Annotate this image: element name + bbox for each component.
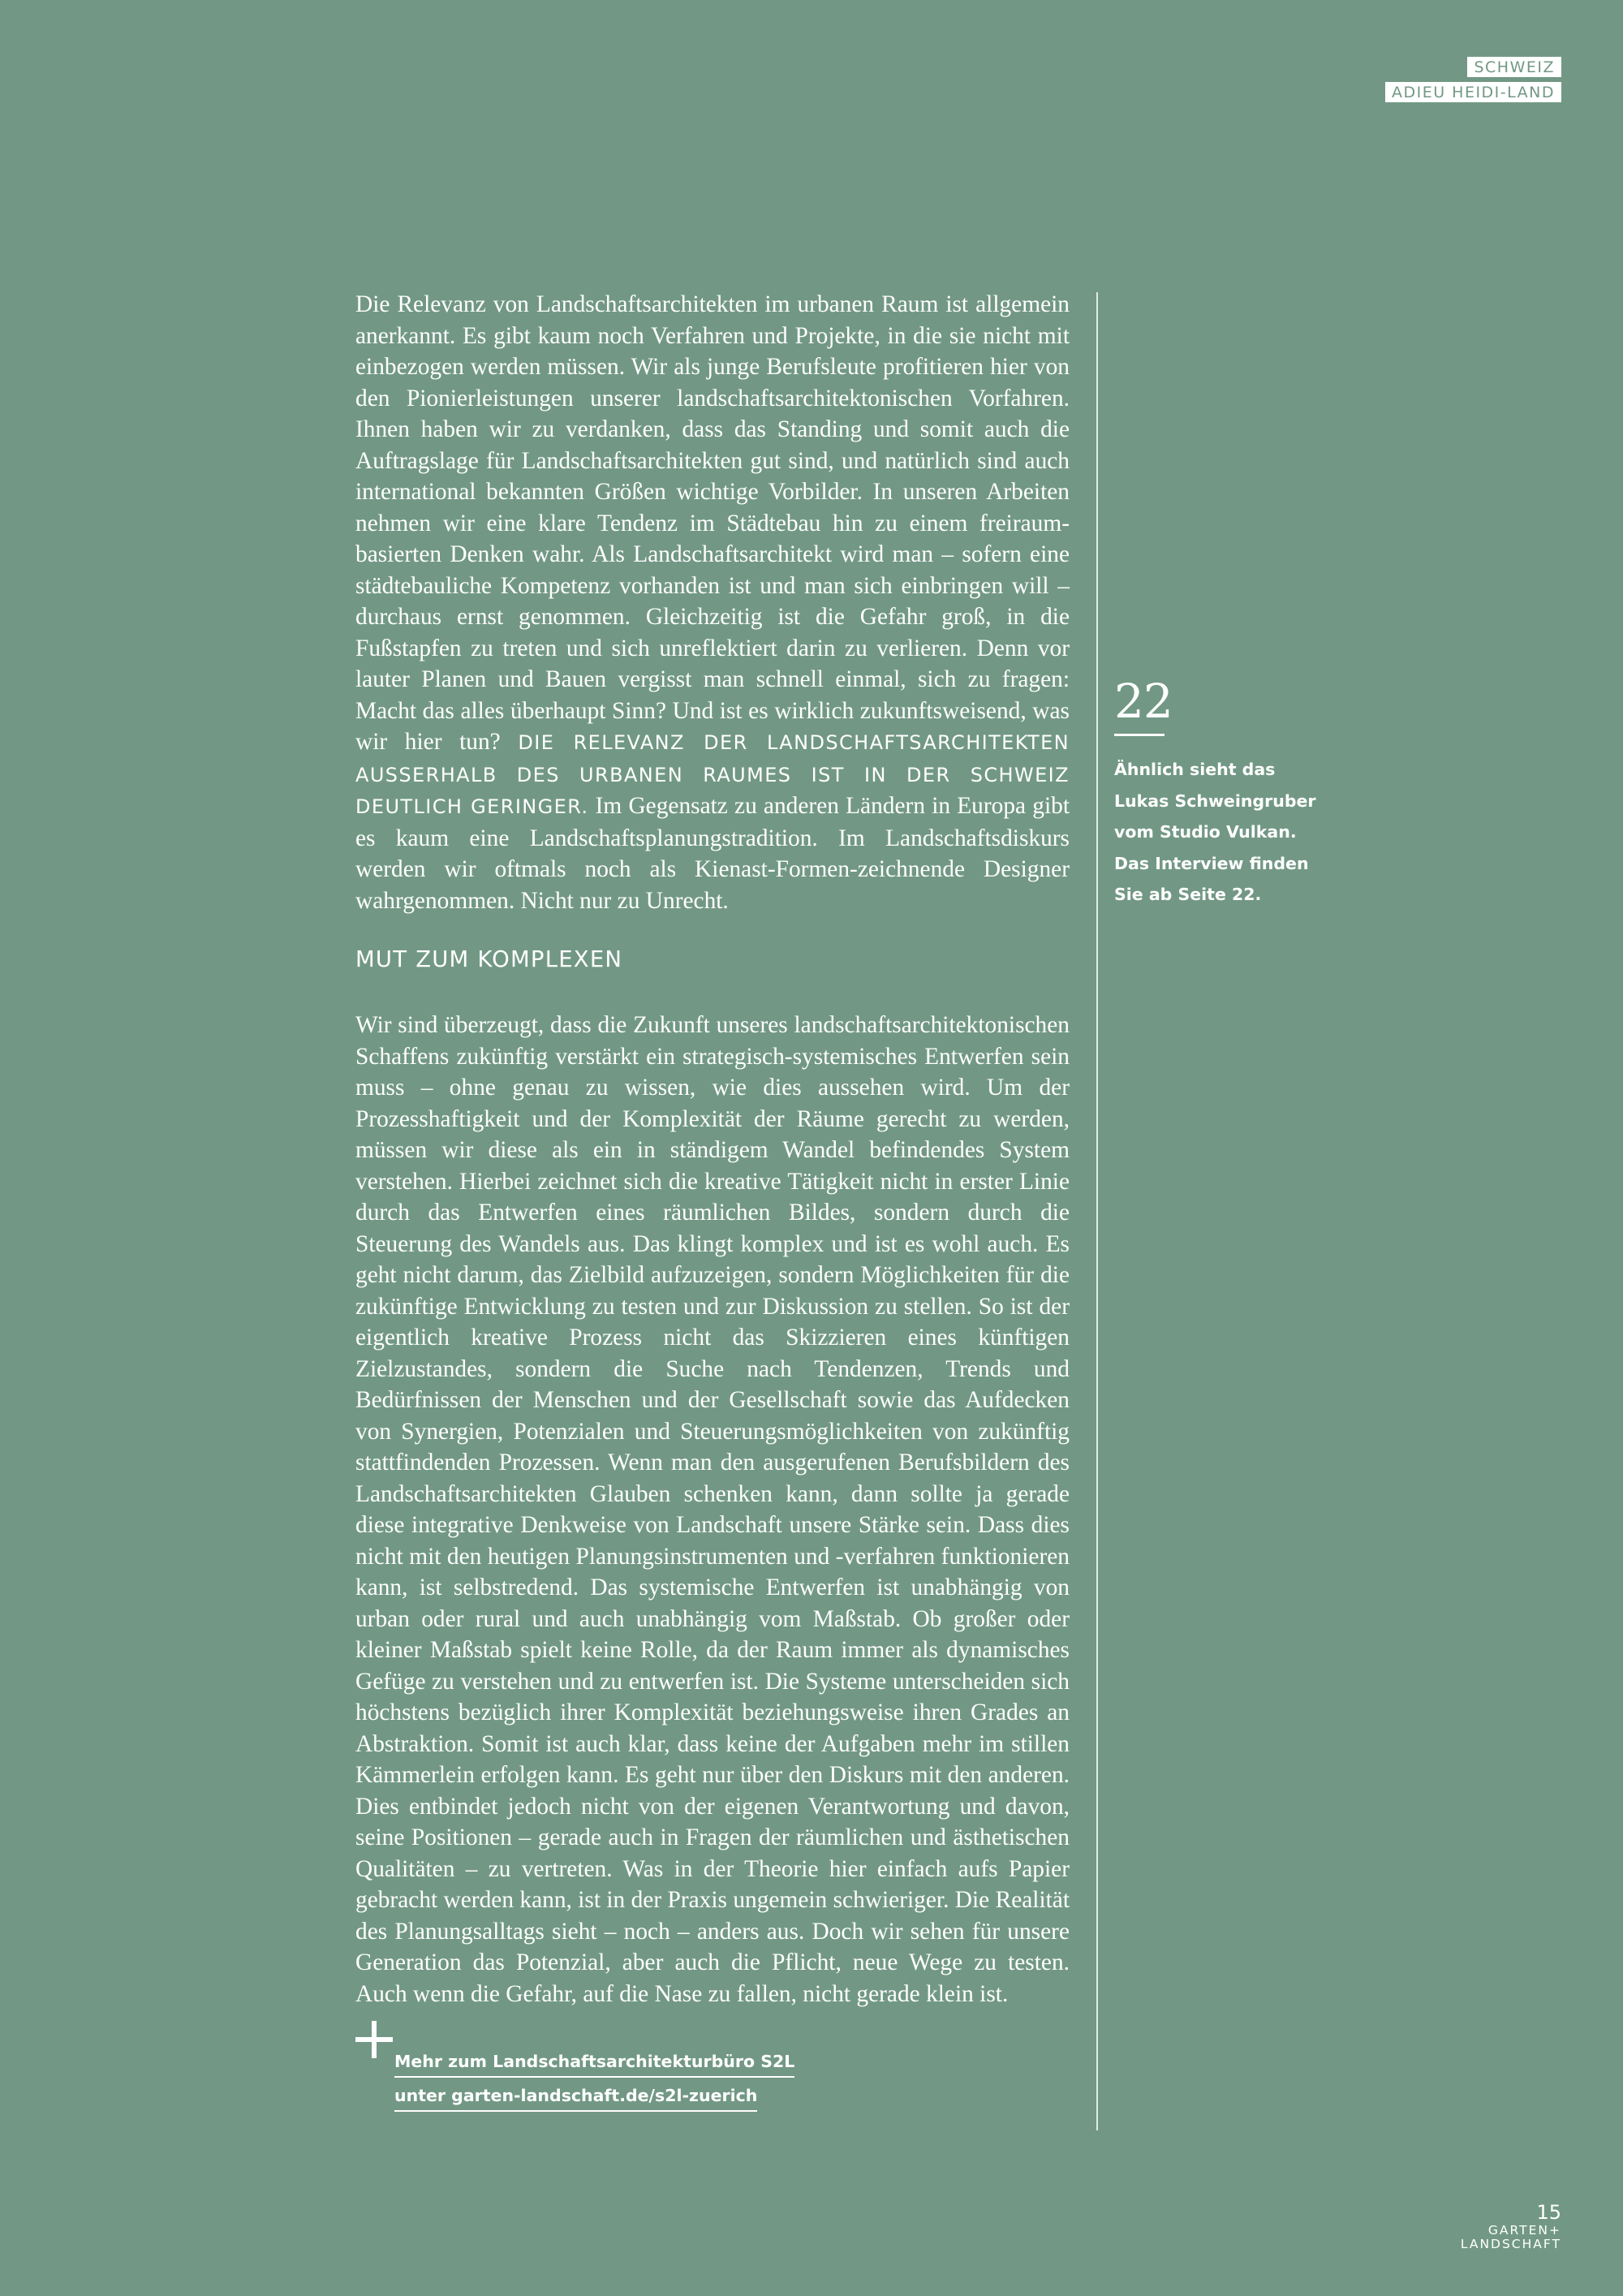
sidebar-rule — [1114, 734, 1165, 736]
section-tag: SCHWEIZ — [1467, 57, 1561, 77]
plus-icon — [355, 2021, 393, 2058]
article-intro — [355, 289, 1070, 916]
paragraph-1-text-a: Die Relevanz von Landschaftsarchitekten im urbanen Raum ist allgemein anerkannt. Es gibt kaum noch Verfahren und Projekte, in die sie nicht mit einbezogen werden müssen. Wir als junge Berufsleute profitieren hier von den Pionierleistungen unserer landschaftsarchitektonischen Vorfahren. Ihnen haben wir zu verdanken, dass das Standing und somit auch die Auftragslage für Landschaftsarchitekten gut sind, und natürlich sind auch international bekannten Größen wichtige Vorbilder. In unseren Arbeiten nehmen wir eine klare Tendenz im Städtebau hin zu einem freiraum-basierten Denken wahr. Als Landschaftsarchitekt wird man – sofern eine städtebauliche Kompetenz vorhanden ist und man sich einbringen will – durchaus ernst genommen. Gleichzeitig ist die Gefahr groß, in die Fußstapfen zu treten und sich unreflektiert darin zu verlieren. Denn vor lauter Planen und Bauen vergisst man schnell einmal, sich zu fragen: Macht das alles überhaupt Sinn? Und ist es wirklich zukunftsweisend, was wir hier tun? — [355, 291, 1070, 755]
sidebar-number: 22 — [1114, 674, 1173, 729]
more-info-link-line-2[interactable]: unter garten-landschaft.de/s2l-zuerich — [394, 2083, 757, 2112]
article-body — [355, 1010, 1070, 2010]
article-subheading: MUT ZUM KOMPLEXEN — [355, 946, 623, 972]
page-footer — [1461, 2201, 1561, 2251]
section-tags — [1385, 57, 1561, 102]
magazine-brand: GARTEN+ LANDSCHAFT — [1460, 2223, 1561, 2251]
page-number: 15 — [1536, 2201, 1561, 2224]
column-divider — [1096, 292, 1098, 2130]
paragraph-1-text-b: Im Gegensatz zu anderen Ländern in Europa gibt es kaum eine Landschaftsplanungstradition. Im Landschaftsdiskurs werden wir oftmals noch als Kienast-Formen-zeichnende Designer wahrgenommen. Nicht nur zu Unrecht. — [355, 793, 1070, 914]
more-info-lines — [394, 2048, 794, 2112]
subsection-tag: ADIEU HEIDI-LAND — [1385, 82, 1561, 102]
sidebar-text: Ähnlich sieht das Lukas Schweingruber vom Studio Vulkan. Das Interview finden Sie ab Seite 22. — [1114, 760, 1316, 904]
article-paragraph-2: Wir sind überzeugt, dass die Zukunft unseres landschaftsarchitektonischen Schaffens zukünftig verstärkt ein strategisch-systemisches Entwerfen sein muss – ohne genau zu wissen, wie dies aussehen wird. Um der Prozesshaftigkeit und der Komplexität der Räume gerecht zu werden, müssen wir diese als ein in ständigem Wandel befindendes System verstehen. Hierbei zeichnet sich die kreative Tätigkeit nicht in erster Linie durch das Entwerfen eines räumlichen Bildes, sondern durch die Steuerung des Wandels aus. Das klingt komplex und ist es wohl auch. Es geht nicht darum, das Zielbild aufzuzeigen, sondern Möglichkeiten für die zukünftige Entwicklung zu testen und zur Diskussion zu stellen. So ist der eigentlich kreative Prozess nicht das Skizzieren eines künftigen Zielzustandes, sondern die Suche nach Tendenzen, Trends und Bedürfnissen der Menschen und der Gesellschaft sowie das Aufdecken von Synergien, Potenzialen und Steuerungsmöglichkeiten von zukünftig stattfindenden Prozessen. Wenn man den ausgerufenen Berufsbildern des Landschaftsarchitekten Glauben schenken kann, dann sollte ja gerade diese integrative Denkweise von Landschaft unsere Stärke sein. Dass dies nicht mit den heutigen Planungsinstrumenten und -verfahren funktionieren kann, ist selbstredend. Das systemische Entwerfen ist unabhängig von urban oder rural und auch unabhängig vom Maßstab. Ob großer oder kleiner Maßstab spielt keine Rolle, da der Raum immer als dynamisches Gefüge zu verstehen und zu entwerfen ist. Die Systeme unterscheiden sich höchstens bezüglich ihrer Komplexität beziehungsweise ihren Grades an Abstraktion. Somit ist auch klar, dass keine der Aufgaben mehr im stillen Kämmerlein erfolgen kann. Es geht nur über den Diskurs mit den anderen. Dies entbindet jedoch nicht von der eigenen Verantwortung und davon, seine Positionen – gerade auch in Fragen der räumlichen und ästhetischen Qualitäten – zu vertreten. Was in der Theorie hier einfach aufs Papier gebracht werden kann, ist in der Praxis ungemein schwieriger. Die Realität des Planungsalltags sieht – noch – anders aus. Doch wir sehen für unsere Generation das Potenzial, aber auch die Pflicht, neue Wege zu testen. Auch wenn die Gefahr, auf die Nase zu fallen, nicht gerade klein ist. — [355, 1012, 1070, 2007]
article-paragraph-1 — [355, 289, 1070, 916]
more-info-link-line-1[interactable]: Mehr zum Landschaftsarchitekturbüro S2L — [394, 2048, 794, 2078]
sidebar-note — [1114, 675, 1358, 911]
paragraph-1-highlight: DIE RELEVANZ DER LANDSCHAFTSARCHITEKTEN AUSSERHALB DES URBANEN RAUMES IST IN DER SCHWEIZ DEUTLICH GERINGER. — [355, 731, 1070, 818]
